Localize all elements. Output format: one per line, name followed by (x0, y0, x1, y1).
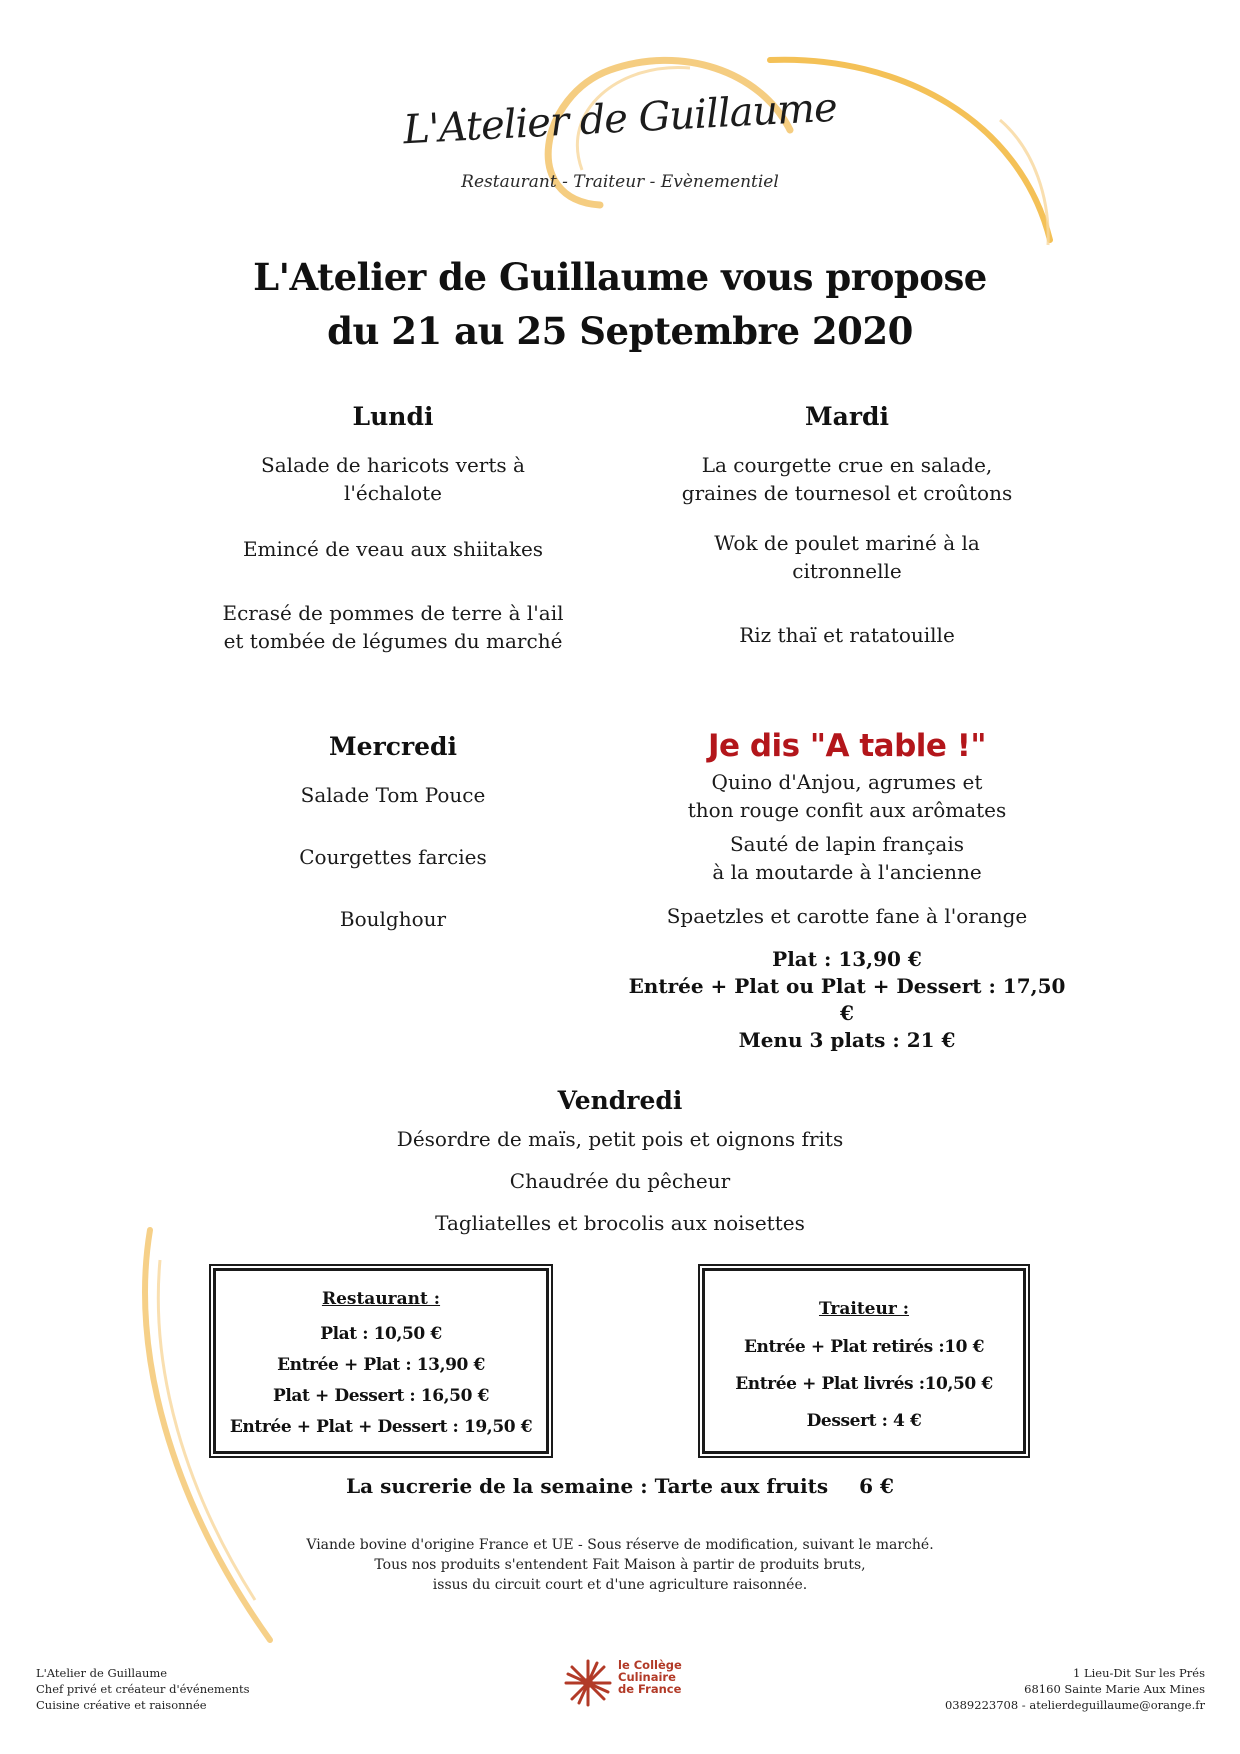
menu-day-lundi (173, 402, 613, 655)
dish-item (173, 781, 613, 809)
menu-day-mercredi (173, 732, 613, 933)
day-title-mardi: Mardi (804, 402, 890, 431)
special-title: Je dis "A table !" (707, 728, 986, 764)
dish-line: citronnelle (792, 559, 902, 583)
restaurant-box-title: Restaurant : (321, 1289, 441, 1309)
dessert-label: La sucrerie de la semaine : Tarte aux fruits (346, 1474, 829, 1498)
price-line: Menu 3 plats : 21 € (738, 1028, 956, 1052)
dish-line: Courgettes farcies (299, 845, 487, 869)
menu-day-mardi (627, 402, 1067, 649)
footer-line: 1 Lieu-Dit Sur les Prés (1073, 1666, 1205, 1680)
traiteur-price-line: Dessert : 4 € (806, 1411, 922, 1431)
college-logo-line: le Collège (618, 1658, 682, 1672)
dish-line: Salade Tom Pouce (300, 783, 486, 807)
note-line: issus du circuit court et d'une agriculture raisonnée. (432, 1577, 808, 1593)
footer-company-info (36, 1665, 316, 1713)
footer-line: Cuisine créative et raisonnée (36, 1698, 207, 1712)
day-title-mercredi: Mercredi (328, 732, 458, 761)
traiteur-price-box (702, 1268, 1026, 1454)
restaurant-price-line: Entrée + Plat + Dessert : 19,50 € (229, 1417, 533, 1437)
dish-line: Wok de poulet mariné à la (714, 531, 980, 555)
dish-line: Boulghour (339, 907, 447, 931)
price-line: Entrée + Plat ou Plat + Dessert : 17,50 € (628, 974, 1066, 1025)
college-logo-line: Culinaire (618, 1670, 676, 1684)
dessert-price: 6 € (859, 1474, 894, 1498)
dish-item (627, 529, 1067, 585)
page-title (170, 250, 1070, 358)
dish-line: graines de tournesol et croûtons (681, 481, 1013, 505)
day-title-lundi: Lundi (352, 402, 434, 431)
dish-line: Emincé de veau aux shiitakes (242, 537, 544, 561)
logo-wordmark: L'Atelier de Guillaume (402, 84, 838, 154)
dish-item (627, 451, 1067, 507)
footer-line: Chef privé et créateur d'événements (36, 1682, 250, 1696)
page-title-line-1: L'Atelier de Guillaume vous propose (253, 255, 987, 299)
dish-item (627, 768, 1067, 824)
dish-item (173, 451, 613, 507)
dish-item (173, 599, 613, 655)
traiteur-price-line: Entrée + Plat livrés :10,50 € (735, 1374, 993, 1394)
college-logo-text (618, 1659, 682, 1695)
dish-line: Tagliatelles et brocolis aux noisettes (435, 1211, 805, 1235)
restaurant-price-box (213, 1268, 549, 1454)
day-title-vendredi: Vendredi (557, 1086, 683, 1115)
price-line: Plat : 13,90 € (772, 947, 922, 971)
dish-line: Ecrasé de pommes de terre à l'ail (222, 601, 564, 625)
dessert-of-week (220, 1474, 1020, 1498)
college-logo-line: de France (618, 1682, 682, 1696)
menu-day-vendredi (320, 1086, 920, 1237)
footer-line: L'Atelier de Guillaume (36, 1666, 168, 1680)
restaurant-price-line: Plat + Dessert : 16,50 € (272, 1386, 489, 1406)
footer-contact-info (860, 1665, 1205, 1713)
dish-item (627, 902, 1067, 930)
note-line: Tous nos produits s'entendent Fait Maison à partir de produits bruts, (374, 1557, 866, 1573)
dish-line: à la moutarde à l'ancienne (712, 860, 982, 884)
special-prices (627, 946, 1067, 1054)
dish-item (627, 621, 1067, 649)
dish-line: Riz thaï et ratatouille (739, 623, 955, 647)
dish-line: Chaudrée du pêcheur (509, 1169, 731, 1193)
dish-item (173, 535, 613, 563)
page-title-line-2: du 21 au 25 Septembre 2020 (327, 309, 913, 353)
dish-item (627, 830, 1067, 886)
dish-line: Spaetzles et carotte fane à l'orange (666, 904, 1028, 928)
sourcing-notes (220, 1535, 1020, 1595)
dish-item (173, 905, 613, 933)
traiteur-box-title: Traiteur : (818, 1299, 910, 1319)
traiteur-price-line: Entrée + Plat retirés :10 € (743, 1337, 985, 1357)
dish-line: thon rouge confit aux arômates (687, 798, 1007, 822)
logo-tagline: Restaurant - Traiteur - Evènementiel (461, 172, 779, 192)
dish-line: l'échalote (343, 481, 443, 505)
dish-item (173, 843, 613, 871)
dish-line: Quino d'Anjou, agrumes et (711, 770, 983, 794)
college-sunburst-icon (560, 1655, 616, 1711)
footer-line: 0389223708 - atelierdeguillaume@orange.fr (944, 1698, 1205, 1712)
restaurant-price-line: Entrée + Plat : 13,90 € (277, 1355, 485, 1375)
college-culinaire-logo (560, 1655, 690, 1713)
menu-special-a-table (627, 728, 1067, 1054)
dish-line: Sauté de lapin français (729, 832, 965, 856)
dish-line: Désordre de maïs, petit pois et oignons frits (396, 1127, 844, 1151)
restaurant-price-line: Plat : 10,50 € (320, 1324, 442, 1344)
dish-line: et tombée de légumes du marché (223, 629, 563, 653)
dish-line: Salade de haricots verts à (261, 453, 525, 477)
note-line: Viande bovine d'origine France et UE - Sous réserve de modification, suivant le marché. (306, 1537, 934, 1553)
footer-line: 68160 Sainte Marie Aux Mines (1024, 1682, 1205, 1696)
dish-line: La courgette crue en salade, (701, 453, 993, 477)
